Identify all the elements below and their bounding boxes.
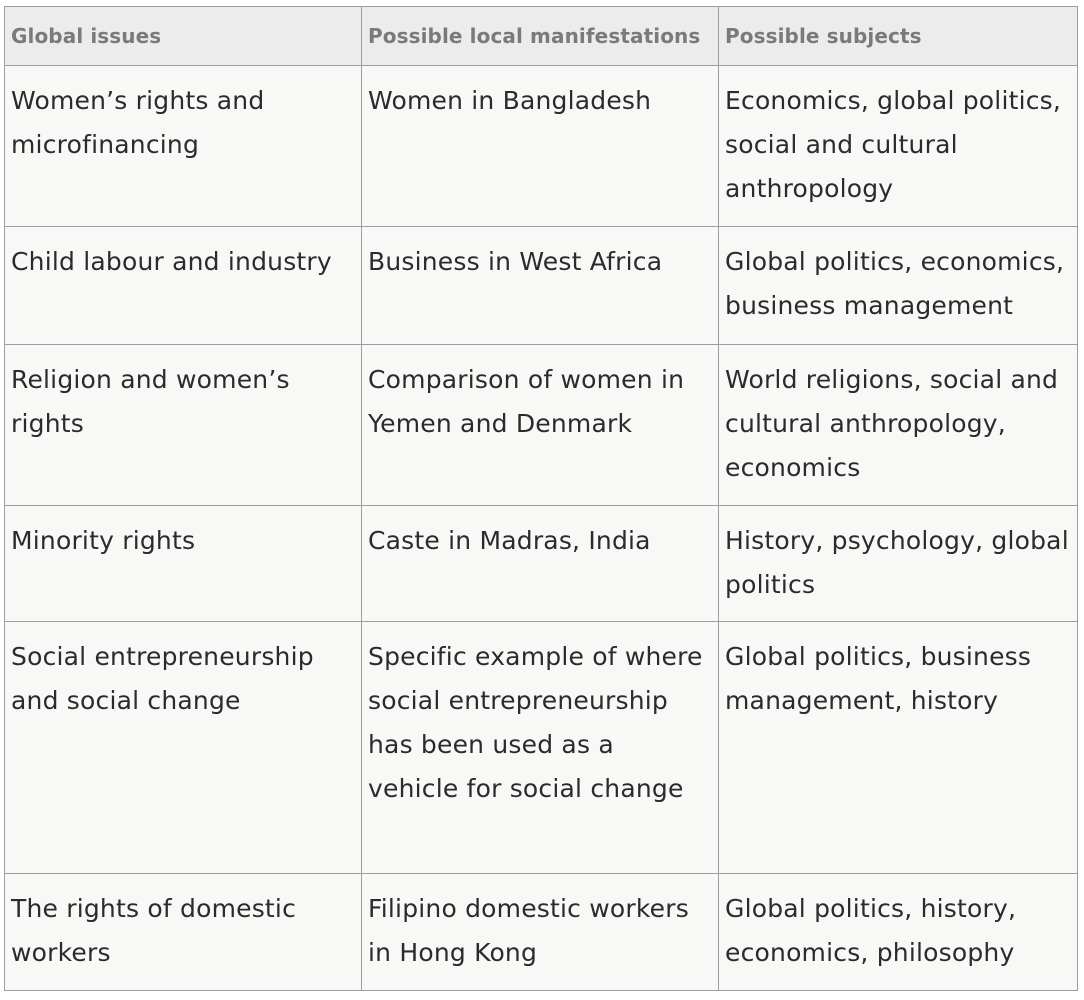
table-row (5, 66, 1078, 227)
cell-global-issue: Religion and women’s rights (5, 345, 362, 506)
cell-subjects: Economics, global politics, social and cultural anthropology (719, 66, 1078, 227)
cell-subjects: World religions, social and cultural anthropology, economics (719, 345, 1078, 506)
table-row (5, 874, 1078, 991)
table-header-row (5, 7, 1078, 66)
cell-local-manifestation: Comparison of women in Yemen and Denmark (362, 345, 719, 506)
cell-subjects: History, psychology, global politics (719, 506, 1078, 622)
table-row (5, 345, 1078, 506)
header-global-issues: Global issues (5, 7, 362, 66)
cell-subjects: Global politics, economics, business management (719, 227, 1078, 345)
table-row (5, 506, 1078, 622)
cell-local-manifestation: Filipino domestic workers in Hong Kong (362, 874, 719, 991)
cell-local-manifestation: Women in Bangladesh (362, 66, 719, 227)
cell-subjects: Global politics, history, economics, philosophy (719, 874, 1078, 991)
issues-table (4, 6, 1078, 991)
cell-local-manifestation: Specific example of where social entrepreneurship has been used as a vehicle for social change (362, 622, 719, 874)
cell-global-issue: Women’s rights and microfinancing (5, 66, 362, 227)
cell-global-issue: Social entrepreneurship and social change (5, 622, 362, 874)
cell-local-manifestation: Caste in Madras, India (362, 506, 719, 622)
cell-global-issue: Child labour and industry (5, 227, 362, 345)
issues-table-container (4, 6, 1077, 991)
header-possible-subjects: Possible subjects (719, 7, 1078, 66)
header-local-manifestations: Possible local manifestations (362, 7, 719, 66)
cell-global-issue: The rights of domestic workers (5, 874, 362, 991)
cell-subjects: Global politics, business management, history (719, 622, 1078, 874)
cell-local-manifestation: Business in West Africa (362, 227, 719, 345)
table-row (5, 622, 1078, 874)
cell-global-issue: Minority rights (5, 506, 362, 622)
table-row (5, 227, 1078, 345)
